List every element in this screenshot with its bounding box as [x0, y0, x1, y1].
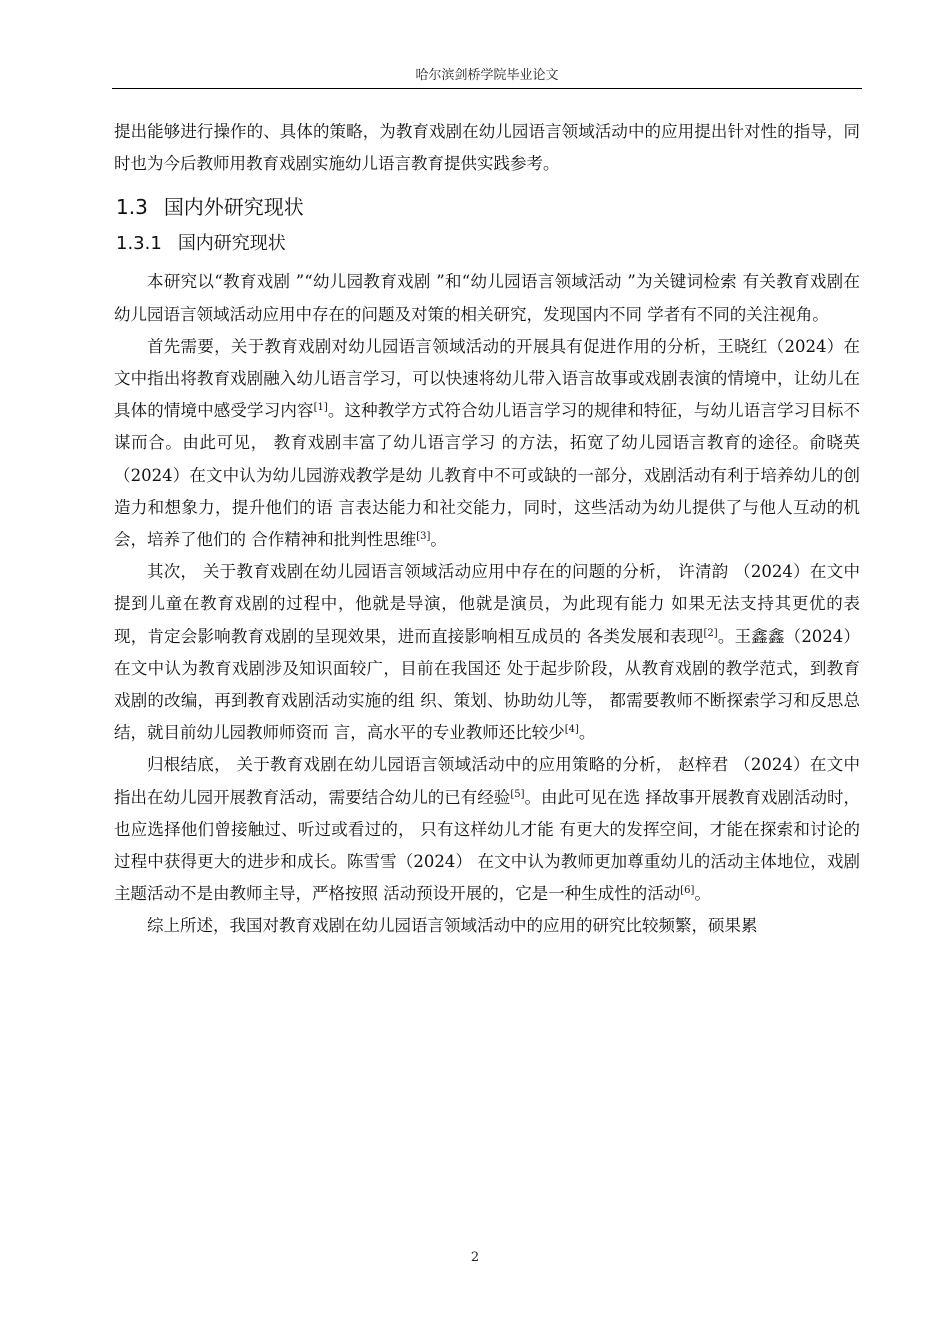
paragraph-text: 。这种教学方式符合幼儿语言学习的规律和特征，与幼儿语言学习目标不谋而合。由此可见， 教育戏剧丰富了幼儿语言学习 的方法，拓宽了幼儿园语言教育的途径。俞晓英（2024）在文中认为幼儿园游戏教学是幼 儿教育中不可或缺的一部分，戏剧活动有利于培养幼儿的创造力和想象力，提升他们的语 言表达能力和社交能力，同时，这些活动为幼儿提供了与他人互动的机会，培养了他们的 合作精神和批判性思维	[114, 401, 861, 550]
paragraph-summary: 综上所述，我国对教育戏剧在幼儿园语言领域活动中的应用的研究比较频繁，硕果累	[147, 916, 758, 936]
citation-ref: [5]	[510, 788, 525, 800]
paragraph-keywords: 本研究以“教育戏剧 ”“幼儿园教育戏剧 ”和“幼儿园语言领域活动 ”为关键词检索 有关教育戏剧在幼儿园语言领域活动应用中存在的问题及对策的相关研究，发现国内不同 学者有不同的关注视角。	[114, 272, 860, 324]
paragraph-promotion	[114, 331, 860, 556]
citation-ref: [3]	[416, 531, 431, 543]
subsection-number: 1.3.1	[116, 233, 162, 255]
citation-ref: [2]	[703, 627, 718, 639]
paragraph-text: 其次， 关于教育戏剧在幼儿园语言领域活动应用中存在的问题的分析， 许清韵 （2024）在文中提到儿童在教育戏剧的过程中，他就是导演，他就是演员，为此现有能力 如果无法支持其更优的表现，肯定会影响教育戏剧的呈现效果，进而直接影响相互成员的 各类发展和表现	[114, 562, 860, 646]
page-number: 2	[470, 1250, 480, 1265]
paragraph-strategies	[114, 749, 860, 910]
subsection-title: 国内研究现状	[177, 233, 286, 255]
paragraph-text: 。	[694, 884, 711, 904]
section-heading	[116, 194, 860, 220]
paragraph-text: 。	[430, 530, 447, 550]
paragraph-problems	[114, 556, 860, 749]
paragraph-text: 。由此可见在选 择故事开展教育戏剧活动时，也应选择他们曾接触过、听过或看过的， 只有这样幼儿才能 有更大的发挥空间，才能在探索和讨论的过程中获得更大的进步和成长。陈雪雪（2024） 在文中认为教师更加尊重幼儿的活动主体地位，戏剧主题活动不是由教师主导，严格按照 活动预设开展的，它是一种生成性的活动	[114, 787, 860, 904]
paragraph-text: 。	[578, 723, 596, 743]
citation-ref: [6]	[680, 885, 695, 897]
section-title: 国内外研究现状	[163, 195, 304, 220]
paragraph-text: 归根结底， 关于教育戏剧在幼儿园语言领域活动中的应用策略的分析， 赵梓君 （2024）在文中指出在幼儿园开展教育活动，需要结合幼儿的已有经验	[114, 755, 860, 807]
paragraph-text: 。王鑫鑫（2024）在文中认为教育戏剧涉及知识面较广，目前在我国还 处于起步阶段，从教育戏剧的教学范式，到教育戏剧的改编，再到教育戏剧活动实施的组 织、策划、协助幼儿等， 都需要教师不断探索学习和反思总结，就目前幼儿园教师师资而 言，高水平的专业教师还比较少	[114, 626, 860, 743]
citation-ref: [4]	[564, 724, 579, 736]
running-header: 哈尔滨剑桥学院毕业论文	[415, 68, 559, 83]
header-rule	[112, 88, 862, 89]
citation-ref: [1]	[313, 402, 328, 414]
subsection-heading	[116, 232, 860, 256]
section-number: 1.3	[116, 195, 148, 220]
paragraph-text: 首先需要，关于教育戏剧对幼儿园语言领域活动的开展具有促进作用的分析，王晓红（2024）在文中指出将教育戏剧融入幼儿语言学习，可以快速将幼儿带入语言故事或戏剧表演的情境中，让幼儿在具体的情境中感受学习内容	[114, 336, 860, 421]
page-body	[114, 116, 860, 943]
intro-paragraph: 提出能够进行操作的、具体的策略，为教育戏剧在幼儿园语言领域活动中的应用提出针对性的指导，同时也为今后教师用教育戏剧实施幼儿语言教育提供实践参考。	[114, 122, 860, 174]
